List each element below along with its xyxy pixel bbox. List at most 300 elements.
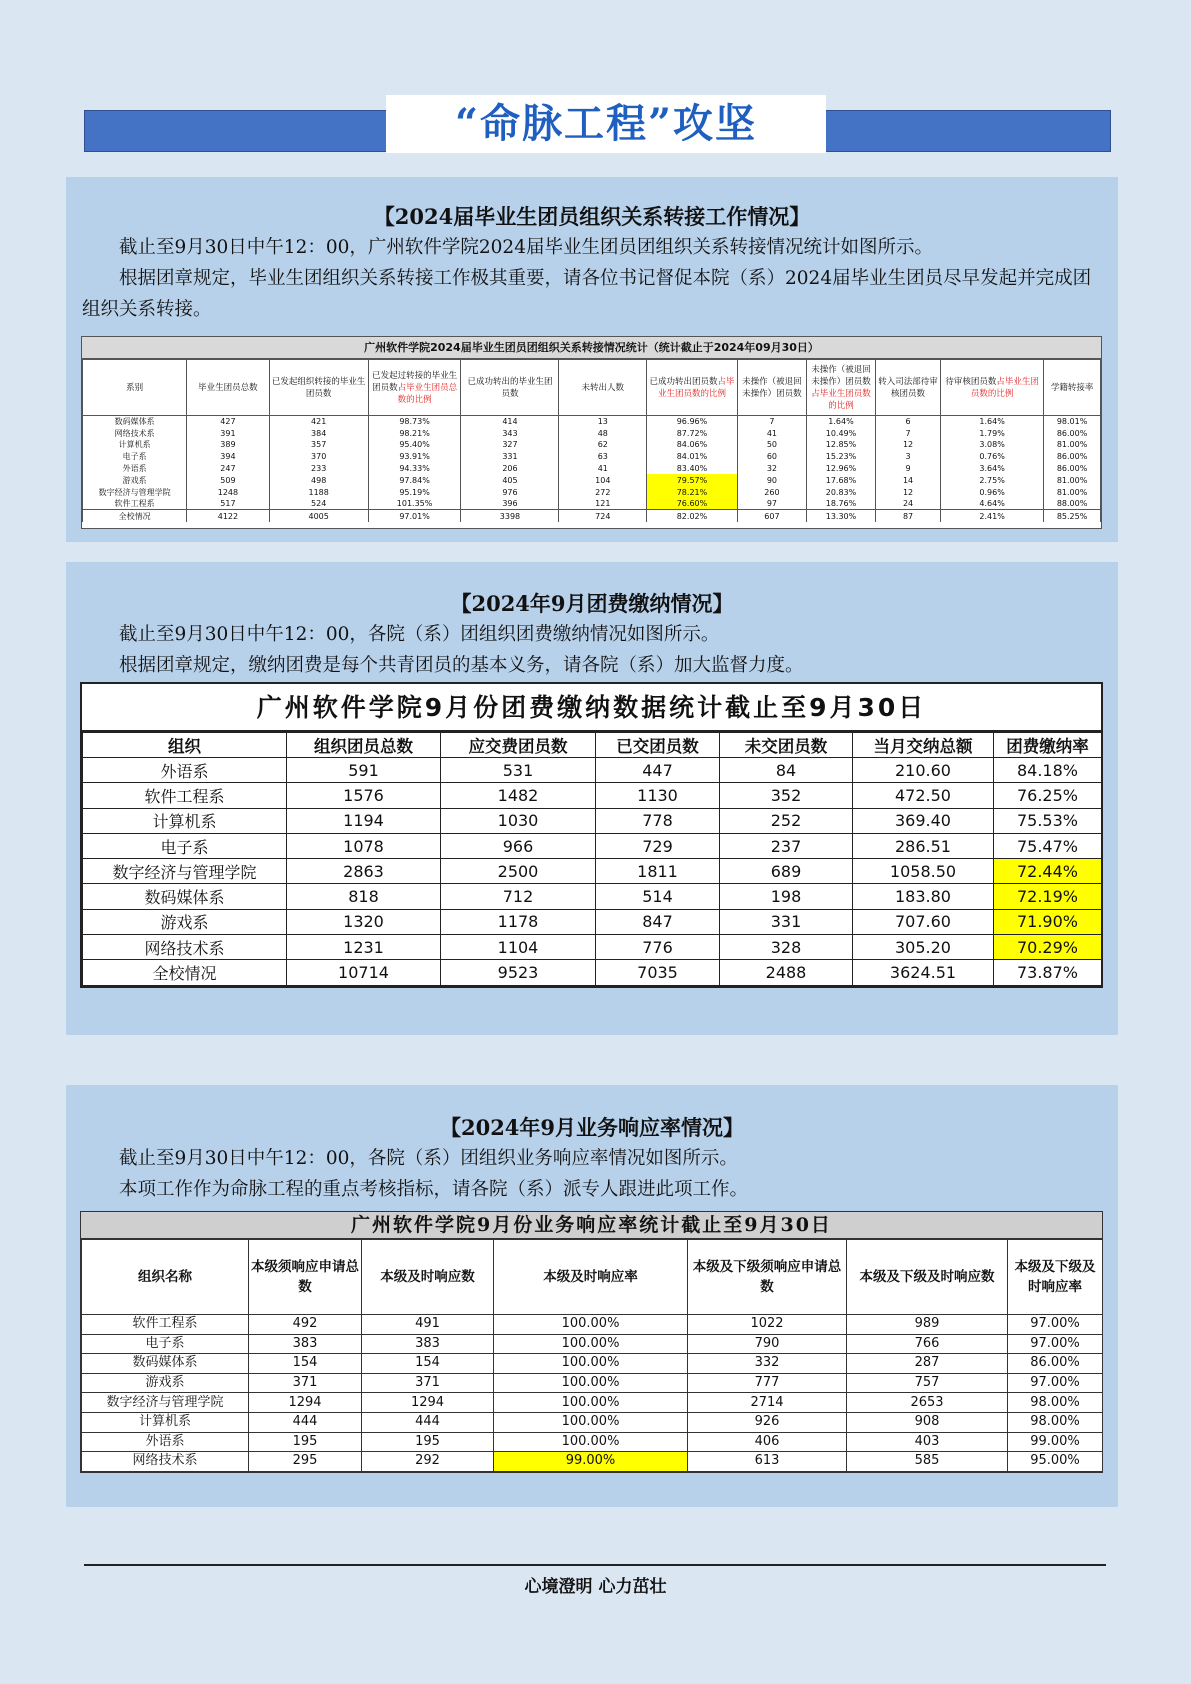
table-caption: 广州软件学院2024届毕业生团员团组织关系转接情况统计（统计截止于2024年09月30日） xyxy=(82,337,1101,359)
table-cell: 926 xyxy=(688,1412,847,1432)
table-cell: 71.90% xyxy=(994,909,1102,934)
table-cell: 2.75% xyxy=(941,474,1044,486)
table-cell: 3398 xyxy=(461,510,559,522)
table-cell: 97.01% xyxy=(368,510,461,522)
section-paragraph: 截止至9月30日中午12：00，各院（系）团组织业务响应率情况如图所示。 xyxy=(119,1148,738,1169)
section-league-transfer xyxy=(66,177,1118,542)
table-cell: 数字经济与管理学院 xyxy=(82,1393,249,1413)
table-cell: 75.47% xyxy=(994,833,1102,858)
table-row xyxy=(83,833,1102,858)
column-header: 组织 xyxy=(83,733,287,758)
table-cell: 712 xyxy=(441,884,596,909)
table-cell: 295 xyxy=(249,1452,362,1472)
table-cell: 82.02% xyxy=(647,510,738,522)
header-text: 已成功转出团员数 xyxy=(649,376,718,387)
table-cell: 96.96% xyxy=(647,416,738,428)
table-cell: 406 xyxy=(688,1432,847,1452)
table-row xyxy=(83,758,1102,783)
table-cell: 14 xyxy=(876,474,941,486)
table-cell: 24 xyxy=(876,498,941,510)
table-cell: 数码媒体系 xyxy=(83,416,187,428)
header-text: 待审核团员数 xyxy=(945,376,997,387)
table-cell: 421 xyxy=(269,416,368,428)
column-header xyxy=(1044,360,1101,416)
table-cell: 1022 xyxy=(688,1315,847,1335)
table-cell: 13 xyxy=(559,416,647,428)
header-text: 毕业生团员总数 xyxy=(198,382,258,393)
table-cell: 70.29% xyxy=(994,935,1102,960)
table-cell: 全校情况 xyxy=(83,510,187,522)
header-text: 未转出人数 xyxy=(581,382,625,393)
table-cell: 447 xyxy=(596,758,720,783)
table-cell: 100.00% xyxy=(494,1354,688,1374)
table-row xyxy=(83,451,1101,463)
table-row xyxy=(83,439,1101,451)
page-title: “命脉工程”攻坚 xyxy=(386,95,826,153)
table-row xyxy=(83,960,1102,985)
table-cell: 86.00% xyxy=(1008,1354,1103,1374)
table-cell: 电子系 xyxy=(82,1334,249,1354)
table-cell: 389 xyxy=(187,439,270,451)
table-cell: 154 xyxy=(362,1354,494,1374)
section-paragraph: 截止至9月30日中午12：00，广州软件学院2024届毕业生团员团组织关系转接情况统计如图所示。 xyxy=(119,237,933,258)
table-cell: 591 xyxy=(287,758,441,783)
table-cell: 48 xyxy=(559,427,647,439)
table-cell: 94.33% xyxy=(368,463,461,475)
table-cell: 81.00% xyxy=(1044,486,1101,498)
column-header xyxy=(269,360,368,416)
table-row xyxy=(83,808,1102,833)
header-text-red: 占毕业生团员数的比例 xyxy=(811,388,871,411)
column-header: 本级及下级及时响应率 xyxy=(1008,1240,1103,1315)
table-cell: 13.30% xyxy=(806,510,875,522)
table-cell: 网络技术系 xyxy=(82,1452,249,1472)
table-cell: 软件工程系 xyxy=(82,1315,249,1335)
table-cell: 585 xyxy=(847,1452,1008,1472)
table-cell: 724 xyxy=(559,510,647,522)
table-row xyxy=(83,474,1101,486)
table-cell: 9 xyxy=(876,463,941,475)
table-cell: 2653 xyxy=(847,1393,1008,1413)
table-cell: 数字经济与管理学院 xyxy=(83,859,287,884)
column-header: 本级及时响应数 xyxy=(362,1240,494,1315)
table-cell: 183.80 xyxy=(853,884,994,909)
table-cell: 1576 xyxy=(287,783,441,808)
table-cell: 206 xyxy=(461,463,559,475)
header-text: 系别 xyxy=(126,382,144,393)
table-cell: 20.83% xyxy=(806,486,875,498)
table-cell: 778 xyxy=(596,808,720,833)
table-cell: 908 xyxy=(847,1412,1008,1432)
table-cell: 18.76% xyxy=(806,498,875,510)
table-cell: 491 xyxy=(362,1315,494,1335)
table-cell: 计算机系 xyxy=(83,808,287,833)
table-cell: 1294 xyxy=(362,1393,494,1413)
table-cell: 369.40 xyxy=(853,808,994,833)
table-cell: 93.91% xyxy=(368,451,461,463)
table-cell: 7 xyxy=(876,427,941,439)
column-header: 本级及下级及时响应数 xyxy=(847,1240,1008,1315)
table-cell: 689 xyxy=(720,859,853,884)
table-cell: 1030 xyxy=(441,808,596,833)
table-cell: 电子系 xyxy=(83,833,287,858)
table-cell: 154 xyxy=(249,1354,362,1374)
table-cell: 84.06% xyxy=(647,439,738,451)
table-cell: 370 xyxy=(269,451,368,463)
section-paragraph: 根据团章规定，毕业生团组织关系转接工作极其重要，请各位书记督促本院（系）2024届毕业生团员尽早发起并完成团组织关系转接。 xyxy=(82,268,1092,320)
table-cell: 97.00% xyxy=(1008,1334,1103,1354)
table-cell: 87.72% xyxy=(647,427,738,439)
table-cell: 2.41% xyxy=(941,510,1044,522)
header-text: 转入司法部待审核团员数 xyxy=(878,376,938,399)
table-cell: 729 xyxy=(596,833,720,858)
table-cell: 4005 xyxy=(269,510,368,522)
section-paragraph: 本项工作作为命脉工程的重点考核指标，请各院（系）派专人跟进此项工作。 xyxy=(119,1179,749,1200)
table-cell: 98.01% xyxy=(1044,416,1101,428)
header-text: 未操作（被退回未操作）团员数 xyxy=(742,376,802,399)
table-cell: 86.00% xyxy=(1044,451,1101,463)
table-cell: 405 xyxy=(461,474,559,486)
table-cell: 524 xyxy=(269,498,368,510)
table-cell: 83.40% xyxy=(647,463,738,475)
table-cell: 84 xyxy=(720,758,853,783)
table-title: 广州软件学院9月份业务响应率统计截止至9月30日 xyxy=(81,1212,1102,1239)
table-cell: 331 xyxy=(720,909,853,934)
table-cell: 233 xyxy=(269,463,368,475)
table-cell: 72.19% xyxy=(994,884,1102,909)
table-cell: 1078 xyxy=(287,833,441,858)
table-cell: 4122 xyxy=(187,510,270,522)
table-row xyxy=(82,1393,1103,1413)
table-cell: 0.96% xyxy=(941,486,1044,498)
table-cell: 101.35% xyxy=(368,498,461,510)
table-cell: 游戏系 xyxy=(83,474,187,486)
table-cell: 305.20 xyxy=(853,935,994,960)
table-cell: 966 xyxy=(441,833,596,858)
table-cell: 数码媒体系 xyxy=(82,1354,249,1374)
table-cell: 软件工程系 xyxy=(83,783,287,808)
table-cell: 121 xyxy=(559,498,647,510)
table-cell: 331 xyxy=(461,451,559,463)
table-cell: 计算机系 xyxy=(83,439,187,451)
table-cell: 3 xyxy=(876,451,941,463)
table-cell: 1058.50 xyxy=(853,859,994,884)
table-cell: 1.64% xyxy=(806,416,875,428)
table-cell: 1178 xyxy=(441,909,596,934)
table-row xyxy=(83,486,1101,498)
table-cell: 1194 xyxy=(287,808,441,833)
table-cell: 41 xyxy=(559,463,647,475)
table-cell: 384 xyxy=(269,427,368,439)
table-cell: 95.40% xyxy=(368,439,461,451)
table-cell: 371 xyxy=(362,1373,494,1393)
table-cell: 444 xyxy=(362,1412,494,1432)
table-cell: 17.68% xyxy=(806,474,875,486)
table-row xyxy=(83,909,1102,934)
table-cell: 237 xyxy=(720,833,853,858)
section-heading: 【2024年9月团费缴纳情况】 xyxy=(450,591,734,616)
column-header: 团费缴纳率 xyxy=(994,733,1102,758)
table-cell: 531 xyxy=(441,758,596,783)
table-cell: 75.53% xyxy=(994,808,1102,833)
header-text-red: 占毕业生团员数的比例 xyxy=(657,376,735,399)
table-cell: 73.87% xyxy=(994,960,1102,985)
table-cell: 数码媒体系 xyxy=(83,884,287,909)
table-cell: 76.60% xyxy=(647,498,738,510)
table-cell: 90 xyxy=(737,474,806,486)
table-cell: 976 xyxy=(461,486,559,498)
table-cell: 7035 xyxy=(596,960,720,985)
table-cell: 210.60 xyxy=(853,758,994,783)
table-cell: 1482 xyxy=(441,783,596,808)
table-cell: 84.01% xyxy=(647,451,738,463)
fee-data-table xyxy=(82,732,1102,986)
table-cell: 4.64% xyxy=(941,498,1044,510)
table-cell: 50 xyxy=(737,439,806,451)
table-cell: 84.18% xyxy=(994,758,1102,783)
table-cell: 98.73% xyxy=(368,416,461,428)
column-header: 组织名称 xyxy=(82,1240,249,1315)
table-cell: 电子系 xyxy=(83,451,187,463)
table-row xyxy=(82,1452,1103,1472)
table-cell: 514 xyxy=(596,884,720,909)
table-cell: 818 xyxy=(287,884,441,909)
table-cell: 1811 xyxy=(596,859,720,884)
footer-motto: 心境澄明 心力茁壮 xyxy=(524,1577,667,1597)
column-header: 本级须响应申请总数 xyxy=(249,1240,362,1315)
table-cell: 外语系 xyxy=(83,463,187,475)
table-cell: 100.00% xyxy=(494,1412,688,1432)
table-cell: 0.76% xyxy=(941,451,1044,463)
header-text-red: 占毕业生团员数的比例 xyxy=(970,376,1039,399)
table-cell: 332 xyxy=(688,1354,847,1374)
table-cell: 195 xyxy=(249,1432,362,1452)
column-header xyxy=(737,360,806,416)
section-paragraph: 截止至9月30日中午12：00，各院（系）团组织团费缴纳情况如图所示。 xyxy=(119,624,720,645)
column-header xyxy=(368,360,461,416)
table-cell: 427 xyxy=(187,416,270,428)
column-header xyxy=(876,360,941,416)
table-row xyxy=(83,935,1102,960)
table-cell: 数字经济与管理学院 xyxy=(83,486,187,498)
table-cell: 247 xyxy=(187,463,270,475)
column-header: 未交团员数 xyxy=(720,733,853,758)
table-cell: 396 xyxy=(461,498,559,510)
table-cell: 272 xyxy=(559,486,647,498)
table-cell: 198 xyxy=(720,884,853,909)
column-header xyxy=(647,360,738,416)
table-cell: 97.84% xyxy=(368,474,461,486)
table-cell: 352 xyxy=(720,783,853,808)
table-cell: 383 xyxy=(249,1334,362,1354)
table-cell: 外语系 xyxy=(82,1432,249,1452)
table-cell: 15.23% xyxy=(806,451,875,463)
table-cell: 509 xyxy=(187,474,270,486)
table-row xyxy=(82,1334,1103,1354)
table-cell: 498 xyxy=(269,474,368,486)
table-cell: 6 xyxy=(876,416,941,428)
table-cell: 292 xyxy=(362,1452,494,1472)
column-header xyxy=(941,360,1044,416)
table-cell: 79.57% xyxy=(647,474,738,486)
table-row xyxy=(82,1432,1103,1452)
table-cell: 81.00% xyxy=(1044,474,1101,486)
column-header xyxy=(559,360,647,416)
table-cell: 607 xyxy=(737,510,806,522)
header-text: 已成功转出的毕业生团员数 xyxy=(467,376,553,399)
table-cell: 外语系 xyxy=(83,758,287,783)
table-row xyxy=(83,884,1102,909)
table-cell: 10714 xyxy=(287,960,441,985)
table-cell: 195 xyxy=(362,1432,494,1452)
table-cell: 12 xyxy=(876,439,941,451)
table-cell: 1.79% xyxy=(941,427,1044,439)
table-cell: 1248 xyxy=(187,486,270,498)
table-cell: 97 xyxy=(737,498,806,510)
header-text-red: 占毕业生团员总数的比例 xyxy=(397,382,458,405)
table-cell: 2863 xyxy=(287,859,441,884)
header-text: 已发起过转接的毕业生团员数 xyxy=(372,370,458,393)
table-cell: 88.00% xyxy=(1044,498,1101,510)
table-cell: 613 xyxy=(688,1452,847,1472)
table-cell: 394 xyxy=(187,451,270,463)
table-row xyxy=(83,783,1102,808)
table-title: 广州软件学院9月份团费缴纳数据统计截止至9月30日 xyxy=(82,684,1101,732)
table-cell: 1294 xyxy=(249,1393,362,1413)
table-cell: 软件工程系 xyxy=(83,498,187,510)
table-cell: 1130 xyxy=(596,783,720,808)
section-business-response xyxy=(66,1085,1118,1507)
table-cell: 网络技术系 xyxy=(83,935,287,960)
table-cell: 10.49% xyxy=(806,427,875,439)
table-row xyxy=(83,463,1101,475)
table-cell: 全校情况 xyxy=(83,960,287,985)
table-cell: 1231 xyxy=(287,935,441,960)
table-cell: 1320 xyxy=(287,909,441,934)
table-cell: 327 xyxy=(461,439,559,451)
column-header: 本级及下级须响应申请总数 xyxy=(688,1240,847,1315)
table-cell: 游戏系 xyxy=(82,1373,249,1393)
table-cell: 86.00% xyxy=(1044,463,1101,475)
table-cell: 517 xyxy=(187,498,270,510)
table-cell: 444 xyxy=(249,1412,362,1432)
table-cell: 286.51 xyxy=(853,833,994,858)
table-cell: 86.00% xyxy=(1044,427,1101,439)
response-table xyxy=(80,1211,1103,1473)
table-cell: 287 xyxy=(847,1354,1008,1374)
table-cell: 328 xyxy=(720,935,853,960)
transfer-data-table xyxy=(82,359,1101,522)
table-cell: 41 xyxy=(737,427,806,439)
table-cell: 260 xyxy=(737,486,806,498)
table-cell: 3.08% xyxy=(941,439,1044,451)
table-cell: 9523 xyxy=(441,960,596,985)
header-text: 未操作（被退回未操作）团员数 xyxy=(811,364,871,387)
table-cell: 87 xyxy=(876,510,941,522)
table-cell: 85.25% xyxy=(1044,510,1101,522)
fee-table xyxy=(80,682,1103,988)
table-cell: 100.00% xyxy=(494,1393,688,1413)
column-header: 应交费团员数 xyxy=(441,733,596,758)
table-cell: 78.21% xyxy=(647,486,738,498)
table-cell: 100.00% xyxy=(494,1315,688,1335)
table-cell: 1104 xyxy=(441,935,596,960)
table-cell: 76.25% xyxy=(994,783,1102,808)
table-cell: 97.00% xyxy=(1008,1373,1103,1393)
table-cell: 100.00% xyxy=(494,1432,688,1452)
column-header: 已交团员数 xyxy=(596,733,720,758)
table-cell: 403 xyxy=(847,1432,1008,1452)
table-cell: 790 xyxy=(688,1334,847,1354)
table-row xyxy=(82,1315,1103,1335)
table-cell: 97.00% xyxy=(1008,1315,1103,1335)
table-cell: 707.60 xyxy=(853,909,994,934)
table-cell: 81.00% xyxy=(1044,439,1101,451)
table-cell: 100.00% xyxy=(494,1334,688,1354)
table-cell: 3624.51 xyxy=(853,960,994,985)
table-row xyxy=(83,498,1101,510)
table-cell: 2500 xyxy=(441,859,596,884)
header-text: 已发起组织转接的毕业生团员数 xyxy=(271,376,366,399)
table-cell: 757 xyxy=(847,1373,1008,1393)
table-row xyxy=(83,510,1101,522)
response-data-table xyxy=(81,1239,1103,1472)
table-cell: 414 xyxy=(461,416,559,428)
table-cell: 776 xyxy=(596,935,720,960)
table-cell: 62 xyxy=(559,439,647,451)
table-cell: 95.19% xyxy=(368,486,461,498)
table-row xyxy=(82,1412,1103,1432)
table-cell: 99.00% xyxy=(494,1452,688,1472)
table-cell: 766 xyxy=(847,1334,1008,1354)
table-cell: 2714 xyxy=(688,1393,847,1413)
transfer-table xyxy=(81,336,1102,529)
table-cell: 104 xyxy=(559,474,647,486)
table-cell: 3.64% xyxy=(941,463,1044,475)
section-league-fees xyxy=(66,562,1118,1035)
column-header: 本级及时响应率 xyxy=(494,1240,688,1315)
column-header: 组织团员总数 xyxy=(287,733,441,758)
header-text: 学籍转接率 xyxy=(1050,382,1094,393)
section-heading: 【2024届毕业生团员组织关系转接工作情况】 xyxy=(373,204,811,229)
table-cell: 98.00% xyxy=(1008,1412,1103,1432)
table-row xyxy=(82,1354,1103,1374)
table-cell: 12.85% xyxy=(806,439,875,451)
table-cell: 98.00% xyxy=(1008,1393,1103,1413)
table-cell: 252 xyxy=(720,808,853,833)
table-cell: 371 xyxy=(249,1373,362,1393)
column-header xyxy=(806,360,875,416)
table-cell: 391 xyxy=(187,427,270,439)
table-cell: 7 xyxy=(737,416,806,428)
table-cell: 989 xyxy=(847,1315,1008,1335)
section-paragraph: 根据团章规定，缴纳团费是每个共青团员的基本义务，请各院（系）加大监督力度。 xyxy=(119,655,804,676)
column-header xyxy=(83,360,187,416)
table-cell: 1.64% xyxy=(941,416,1044,428)
table-cell: 492 xyxy=(249,1315,362,1335)
table-cell: 2488 xyxy=(720,960,853,985)
column-header xyxy=(461,360,559,416)
table-cell: 343 xyxy=(461,427,559,439)
table-cell: 12.96% xyxy=(806,463,875,475)
table-row xyxy=(83,427,1101,439)
table-cell: 32 xyxy=(737,463,806,475)
table-cell: 847 xyxy=(596,909,720,934)
table-cell: 472.50 xyxy=(853,783,994,808)
table-cell: 99.00% xyxy=(1008,1432,1103,1452)
table-row xyxy=(83,859,1102,884)
column-header xyxy=(187,360,270,416)
